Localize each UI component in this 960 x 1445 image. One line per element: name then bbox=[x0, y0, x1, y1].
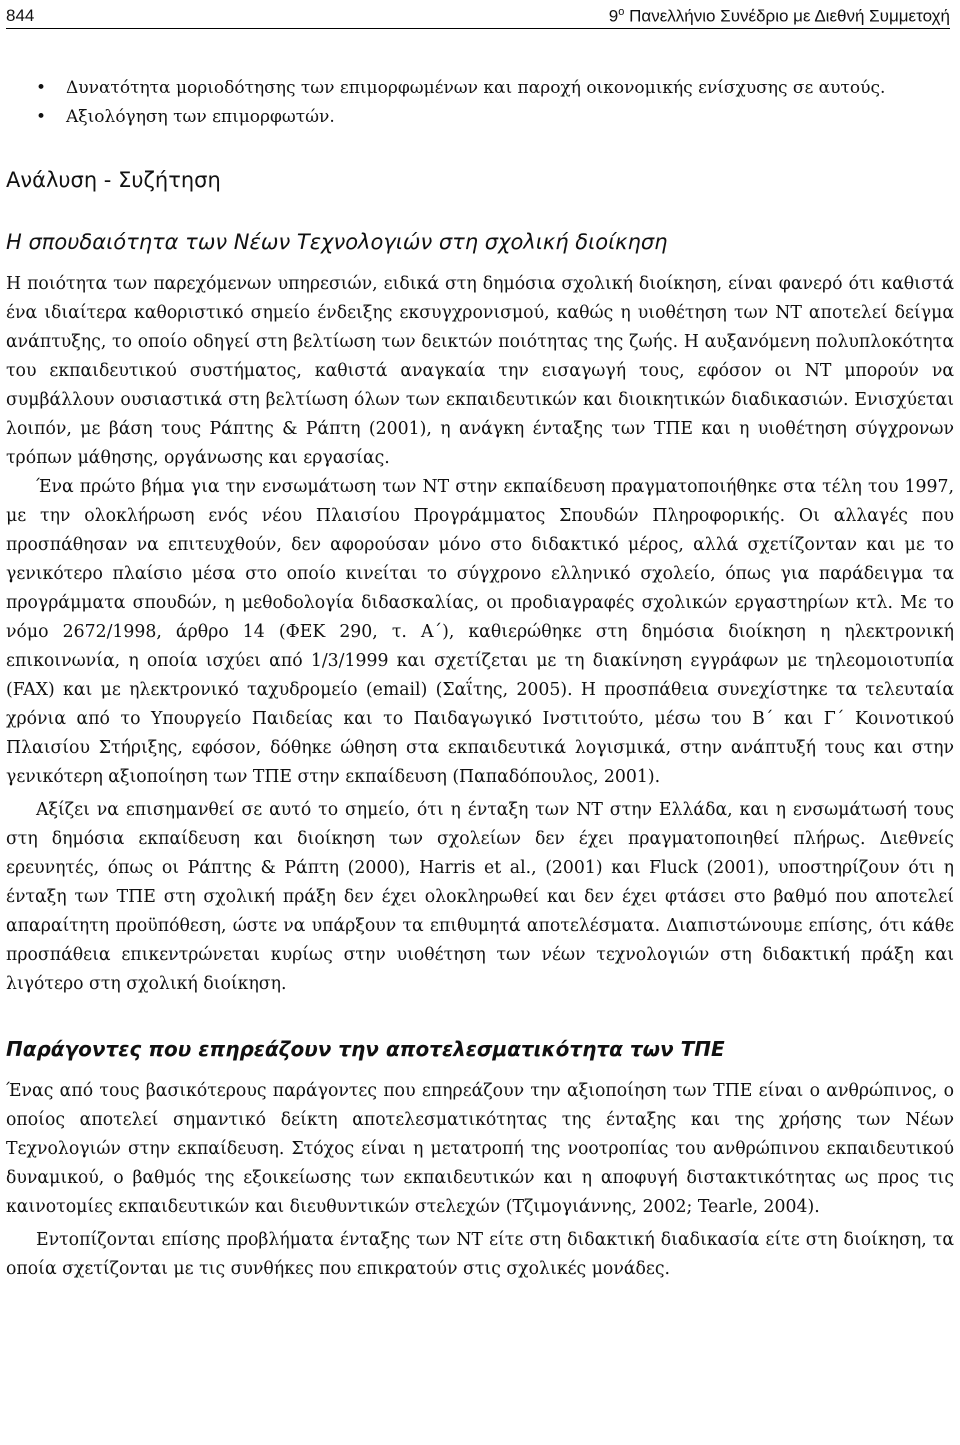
paragraph: Η ποιότητα των παρεχόμενων υπηρεσιών, ειδικά στη δημόσια σχολική διοίκηση, είναι φανερό ότι καθιστά ένα ιδιαίτερα καθοριστικό σημείο ένδειξης εκσυγχρονισμού, καθώς η υιοθέτηση των ΝΤ αποτελεί δείγμα ανάπτυξης, το οποίο οδηγεί στη βελτίωση των δεικτών ποιότητας της ζωής. Η αυξανόμενη πολυπλοκότητα του εκπαιδευτικού συστήματος, καθιστά αναγκαία την εισαγωγή τους, εφόσον οι ΝΤ μπορούν να συμβάλλουν ουσιαστικά στη βελτίωση όλων των εκπαιδευτικών και διοικητικών διαδικασιών. Ενισχύεται λοιπόν, με βάση τους Ράπτης & Ράπτη (2001), η ανάγκη ένταξης των ΤΠΕ και η υιοθέτηση σύγχρονων τρόπων μάθησης, οργάνωσης και εργασίας. bbox=[6, 274, 954, 468]
subsection-title: Παράγοντες που επηρεάζουν την αποτελεσματικότητα των ΤΠΕ bbox=[6, 1037, 725, 1061]
paragraph: Εντοπίζονται επίσης προβλήματα ένταξης των ΝΤ είτε στη διδακτική διαδικασία είτε στη διοίκηση, τα οποία σχετίζονται με τις συνθήκες που επικρατούν στις σχολικές μονάδες. bbox=[6, 1230, 954, 1279]
bullet-item: • Δυνατότητα μοριοδότησης των επιμορφωμένων και παροχή οικονομικής ενίσχυσης σε αυτούς. bbox=[36, 74, 954, 103]
page-number: 844 bbox=[6, 6, 35, 25]
page-content bbox=[6, 74, 954, 1284]
bullet-item: • Αξιολόγηση των επιμορφωτών. bbox=[36, 103, 954, 132]
subsection-title: Η σπουδαιότητα των Νέων Τεχνολογιών στη σχολική διοίκηση bbox=[6, 230, 668, 254]
bullet-list bbox=[6, 74, 954, 132]
section-title: Ανάλυση - Συζήτηση bbox=[6, 168, 221, 192]
paragraph: Ένα πρώτο βήμα για την ενσωμάτωση των ΝΤ στην εκπαίδευση πραγματοποιήθηκε στα τέλη του 1997, με την ολοκλήρωση ενός νέου Πλαισίου Προγράμματος Σπουδών Πληροφορικής. Οι αλλαγές που προσπάθησαν να επιτευχθούν, δεν αφορούσαν μόνο στο διδακτικό μέρος, αλλά σχετίζονταν και με το γενικότερο πλαίσιο μέσα στο οποίο κινείται το σύγχρονο ελληνικό σχολείο, όπως για παράδειγμα τα προγράμματα σπουδών, η μεθοδολογία διδασκαλίας, οι προδιαγραφές σχολικών εργαστηρίων κτλ. Με το νόμο 2672/1998, άρθρο 14 (ΦΕΚ 290, τ. Α΄), καθιερώθηκε στη δημόσια διοίκηση η ηλεκτρονική επικοινωνία, η οποία ισχύει από 1/3/1999 και σχετίζεται με τη διακίνηση εγγράφων με τηλεομοιοτυπία (FAX) και με ηλεκτρονικό ταχυδρομείο (email) (Σαΐτης, 2005). Η προσπάθεια συνεχίστηκε τα τελευταία χρόνια από το Υπουργείο Παιδείας και το Παιδαγωγικό Ινστιτούτο, μέσω του Β΄ και Γ΄ Κοινοτικού Πλαισίου Στήριξης, εφόσον, δόθηκε ώθηση στα εκπαιδευτικά λογισμικά, στην ανάπτυξή τους και στην γενικότερη αξιοποίηση των ΤΠΕ στην εκπαίδευση (Παπαδόπουλος, 2001). bbox=[6, 477, 954, 787]
paragraph: Αξίζει να επισημανθεί σε αυτό το σημείο, ότι η ένταξη των ΝΤ στην Ελλάδα, και η ενσωμάτωσή τους στη δημόσια εκπαίδευση και διοίκηση των σχολείων δεν έχει πραγματοποιηθεί πλήρως. Διεθνείς ερευνητές, όπως οι Ράπτης & Ράπτη (2000), Harris et al., (2001) και Fluck (2001), υποστηρίζουν ότι η ένταξη των ΤΠΕ στη σχολική πράξη δεν έχει ολοκληρωθεί και δεν έχει φτάσει στο βαθμό που αποτελεί απαραίτητη προϋπόθεση, ώστε να υπάρξουν τα επιθυμητά αποτελέσματα. Διαπιστώνουμε επίσης, ότι κάθε προσπάθεια επικεντρώνεται κυρίως στην υιοθέτηση των νέων τεχνολογιών στη διδακτική πράξη και λιγότερο στη σχολική διοίκηση. bbox=[6, 800, 954, 994]
paragraph: Ένας από τους βασικότερους παράγοντες που επηρεάζουν την αξιοποίηση των ΤΠΕ είναι ο ανθρώπινος, ο οποίος αποτελεί σημαντικό δείκτη αποτελεσματικότητας της ένταξης και της χρήσης των Νέων Τεχνολογιών στην εκπαίδευση. Στόχος είναι η μετατροπή της νοοτροπίας του ανθρώπινου εκπαιδευτικού δυναμικού, ο βαθμός της εξοικείωσης των εκπαιδευτικών και η αποφυγή διστακτικότητας ως προς τις καινοτομίες εκπαιδευτικών και διευθυντικών στελεχών (Τζιμογιάννης, 2002; Tearle, 2004). bbox=[6, 1081, 954, 1217]
page-header bbox=[6, 4, 950, 29]
conference-name: $9^o$ Πανελλήνιο Συνέδριο με Διεθνή Συμμετοχή bbox=[608, 6, 950, 26]
